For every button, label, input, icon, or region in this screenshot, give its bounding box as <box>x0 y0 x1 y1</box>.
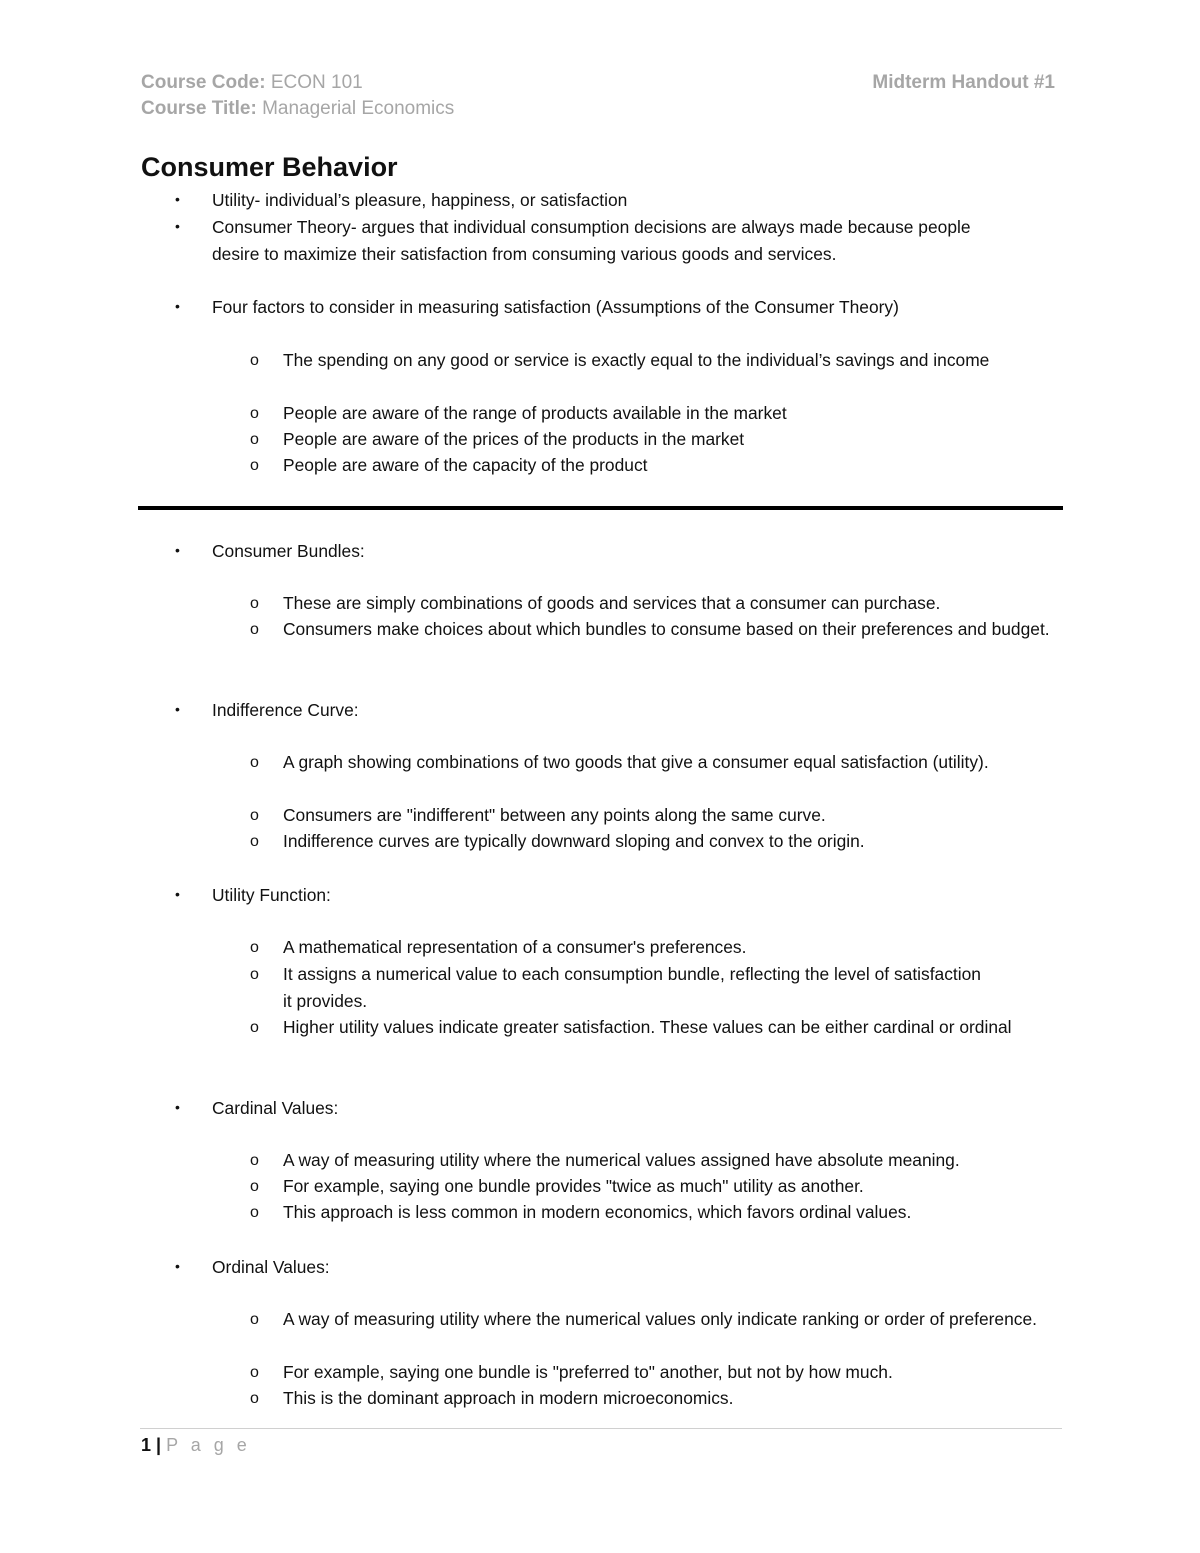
course-code-label: Course Code: <box>141 72 266 93</box>
sub-item-cardinal-2: For example, saying one bundle provides "twice as much" utility as another. <box>283 1176 864 1196</box>
sub-item-factor-2: People are aware of the range of products available in the market <box>283 403 787 423</box>
page-label: P a g e <box>166 1435 251 1455</box>
sub-marker: o <box>250 966 259 983</box>
sub-marker: o <box>250 754 259 771</box>
bullet-utility: Utility- individual’s pleasure, happiness, or satisfaction <box>212 190 628 210</box>
sub-item-indifference-1: A graph showing combinations of two goods that give a consumer equal satisfaction (utility). <box>283 752 989 772</box>
sub-item-factor-3: People are aware of the prices of the products in the market <box>283 429 745 449</box>
bullet-indifference-curve: Indifference Curve: <box>212 700 359 720</box>
sub-marker: o <box>250 939 259 956</box>
sub-item-ordinal-2: For example, saying one bundle is "preferred to" another, but not by how much. <box>283 1362 893 1382</box>
sub-marker: o <box>250 807 259 824</box>
sub-item-cardinal-1: A way of measuring utility where the numerical values assigned have absolute meaning. <box>283 1150 960 1170</box>
sub-item-factor-4: People are aware of the capacity of the product <box>283 455 648 475</box>
sub-item-indifference-3: Indifference curves are typically downward sloping and convex to the origin. <box>283 831 865 851</box>
sub-item-bundles-1: These are simply combinations of goods and services that a consumer can purchase. <box>283 593 941 613</box>
bullet-marker: • <box>175 886 180 902</box>
bullet-consumer-theory: Consumer Theory- argues that individual consumption decisions are always made because people desire to maximize their satisfaction from consuming various goods and services. <box>212 217 971 264</box>
bullet-cardinal-values: Cardinal Values: <box>212 1098 339 1118</box>
sub-marker: o <box>250 1311 259 1328</box>
footer-divider <box>140 1428 1062 1429</box>
bullet-marker: • <box>175 191 180 207</box>
sub-marker: o <box>250 833 259 850</box>
bullet-ordinal-values: Ordinal Values: <box>212 1257 330 1277</box>
bullet-utility-function: Utility Function: <box>212 885 331 905</box>
course-title-label: Course Title: <box>141 98 257 119</box>
page-number: 1 <box>141 1435 152 1455</box>
bullet-four-factors: Four factors to consider in measuring satisfaction (Assumptions of the Consumer Theory) <box>212 297 899 317</box>
sub-marker: o <box>250 457 259 474</box>
course-title-value: Managerial Economics <box>262 98 455 119</box>
sub-marker: o <box>250 1019 259 1036</box>
bullet-marker: • <box>175 298 180 314</box>
bullet-marker: • <box>175 218 180 234</box>
bullet-marker: • <box>175 701 180 717</box>
sub-item-bundles-2: Consumers make choices about which bundles to consume based on their preferences and budget. <box>283 619 1050 639</box>
sub-item-factor-1: The spending on any good or service is exactly equal to the individual’s savings and income <box>283 350 990 370</box>
sub-item-utility-fn-1: A mathematical representation of a consumer's preferences. <box>283 937 747 957</box>
bullet-marker: • <box>175 1258 180 1274</box>
sub-marker: o <box>250 621 259 638</box>
sub-item-utility-fn-2: It assigns a numerical value to each consumption bundle, reflecting the level of satisfaction it provides. <box>283 964 981 1011</box>
sub-marker: o <box>250 1178 259 1195</box>
sub-marker: o <box>250 405 259 422</box>
sub-marker: o <box>250 1390 259 1407</box>
sub-item-ordinal-3: This is the dominant approach in modern microeconomics. <box>283 1388 734 1408</box>
bullet-marker: • <box>175 542 180 558</box>
handout-label: Midterm Handout #1 <box>872 72 1055 93</box>
sub-item-cardinal-3: This approach is less common in modern economics, which favors ordinal values. <box>283 1202 912 1222</box>
bullet-marker: • <box>175 1099 180 1115</box>
bullet-consumer-bundles: Consumer Bundles: <box>212 541 365 561</box>
course-title <box>141 97 454 121</box>
sub-marker: o <box>250 595 259 612</box>
sub-item-indifference-2: Consumers are "indifferent" between any points along the same curve. <box>283 805 826 825</box>
sub-marker: o <box>250 431 259 448</box>
page-footer <box>141 1433 251 1457</box>
course-code-value: ECON 101 <box>270 72 363 93</box>
course-code <box>141 71 363 95</box>
sub-item-utility-fn-3: Higher utility values indicate greater satisfaction. These values can be either cardinal or ordinal <box>283 1017 1012 1037</box>
sub-marker: o <box>250 1152 259 1169</box>
sub-marker: o <box>250 352 259 369</box>
sub-item-ordinal-1: A way of measuring utility where the numerical values only indicate ranking or order of preference. <box>283 1309 1037 1329</box>
page-title: Consumer Behavior <box>141 152 398 182</box>
sub-marker: o <box>250 1364 259 1381</box>
section-divider <box>138 506 1063 510</box>
footer-separator: | <box>156 1435 162 1455</box>
sub-marker: o <box>250 1204 259 1221</box>
